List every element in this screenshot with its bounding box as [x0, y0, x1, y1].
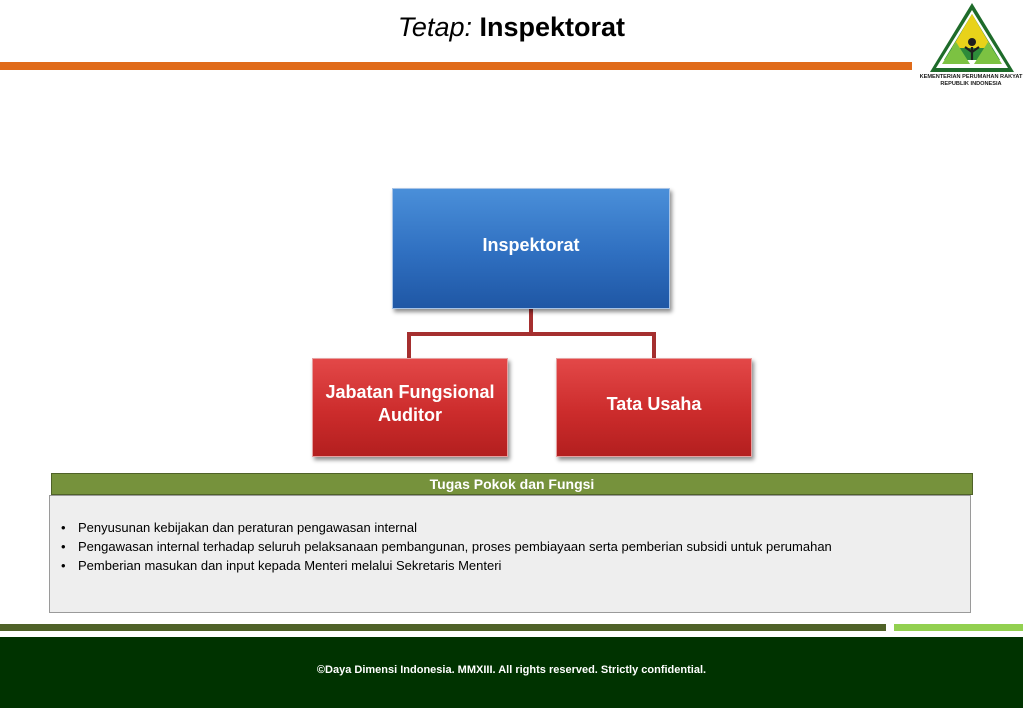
- org-node-label: Inspektorat: [482, 235, 580, 255]
- org-node-tata-usaha: [556, 358, 752, 457]
- org-node-label: Jabatan Fungsional Auditor: [325, 381, 495, 425]
- connector-right-drop: [652, 332, 656, 359]
- header-divider: [0, 62, 912, 70]
- list-item: [61, 556, 970, 575]
- title-main: Inspektorat: [479, 12, 626, 42]
- connector-vertical-top: [529, 309, 533, 334]
- duties-panel: [49, 495, 971, 613]
- bullet-icon: •: [61, 520, 66, 535]
- bullet-icon: •: [61, 539, 66, 554]
- title-prefix: Tetap:: [397, 12, 472, 42]
- duty-text: Penyusunan kebijakan dan peraturan pengawasan internal: [78, 520, 417, 535]
- footer-stripe-light: [894, 624, 1023, 631]
- footer-bar: [0, 637, 1023, 708]
- footer-stripe-dark: [0, 624, 886, 631]
- copyright-text: ©Daya Dimensi Indonesia. MMXIII. All rights reserved. Strictly confidential.: [316, 664, 707, 676]
- connector-horizontal: [407, 332, 656, 336]
- duties-heading: Tugas Pokok dan Fungsi: [51, 473, 973, 495]
- org-node-inspektorat: [392, 188, 670, 309]
- bullet-icon: •: [61, 558, 66, 573]
- duty-text: Pemberian masukan dan input kepada Menteri melalui Sekretaris Menteri: [78, 558, 502, 573]
- org-node-jabatan-fungsional-auditor: [312, 358, 508, 457]
- slide-title: [0, 12, 1023, 43]
- org-node-label: Tata Usaha: [606, 394, 702, 414]
- logo-caption-line1: KEMENTERIAN PERUMAHAN RAKYAT: [919, 74, 1023, 80]
- connector-left-drop: [407, 332, 411, 359]
- logo-caption-line2: REPUBLIK INDONESIA: [940, 81, 1002, 87]
- logo-caption: [916, 74, 1023, 88]
- duty-text: Pengawasan internal terhadap seluruh pelaksanaan pembangunan, proses pembiayaan serta pemberian subsidi untuk perumahan: [78, 539, 832, 554]
- duties-list: [50, 496, 970, 575]
- list-item: [61, 537, 970, 556]
- list-item: [61, 518, 970, 537]
